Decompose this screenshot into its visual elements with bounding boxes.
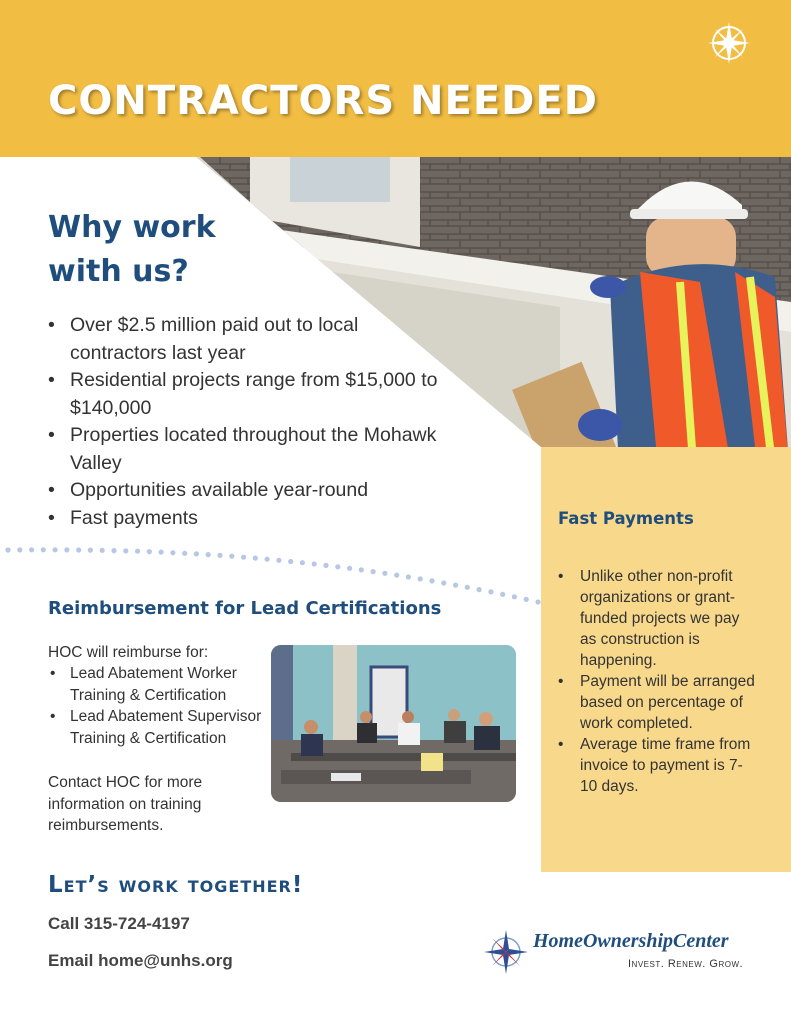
- list-item: • Properties located throughout the Mohawk Valley: [48, 422, 448, 477]
- phone-text: Call 315-724-4197: [48, 914, 190, 933]
- fast-payments-heading: Fast Payments: [558, 509, 694, 528]
- divider-dot: [64, 547, 69, 552]
- list-item: • Unlike other non-profit organizations or grant-funded projects we pay as construction is happening.: [558, 566, 758, 671]
- divider-dot: [17, 547, 22, 552]
- divider-dot: [347, 566, 352, 571]
- training-class-photo: [271, 645, 516, 802]
- divider-dot: [53, 547, 58, 552]
- divider-dot: [206, 552, 211, 557]
- reimbursement-contact: Contact HOC for more information on training reimbursements.: [48, 774, 203, 834]
- divider-dot: [418, 576, 423, 581]
- divider-dot: [441, 580, 446, 585]
- list-item: • Fast payments: [48, 505, 448, 533]
- divider-dot: [300, 560, 305, 565]
- divider-dot: [76, 547, 81, 552]
- email-text: Email home@unhs.org: [48, 951, 233, 970]
- divider-dot: [88, 548, 93, 553]
- reimbursement-heading: Reimbursement for Lead Certifications: [48, 598, 442, 619]
- divider-dot: [135, 549, 140, 554]
- divider-dot: [241, 555, 246, 560]
- divider-dot: [312, 561, 317, 566]
- page-title: CONTRACTORS NEEDED: [48, 78, 598, 124]
- divider-dot: [406, 574, 411, 579]
- divider-dot: [100, 548, 105, 553]
- divider-dot: [194, 551, 199, 556]
- divider-dot: [147, 549, 152, 554]
- fast-payments-list: [558, 566, 758, 797]
- divider-dot: [524, 597, 529, 602]
- list-item: • Average time frame from invoice to payment is 7-10 days.: [558, 734, 758, 797]
- divider-dot: [111, 548, 116, 553]
- logo-tagline: Invest. Renew. Grow.: [628, 958, 744, 970]
- compass-icon: [706, 20, 752, 66]
- why-work-heading: Why work with us?: [48, 210, 216, 289]
- divider-dot: [359, 567, 364, 572]
- divider-dot: [488, 589, 493, 594]
- why-work-list: [48, 312, 448, 532]
- divider-dot: [512, 594, 517, 599]
- list-item: • Lead Abatement Worker Training & Certification: [48, 663, 273, 706]
- divider-dot: [159, 550, 164, 555]
- header-banner: [0, 0, 791, 157]
- divider-dot: [500, 592, 505, 597]
- divider-dot: [182, 551, 187, 556]
- divider-dot: [429, 578, 434, 583]
- divider-dot: [217, 553, 222, 558]
- divider-dot: [123, 548, 128, 553]
- list-item: • Payment will be arranged based on percentage of work completed.: [558, 671, 758, 734]
- divider-dot: [276, 558, 281, 563]
- divider-dot: [41, 547, 46, 552]
- divider-dot: [335, 564, 340, 569]
- divider-dot: [229, 554, 234, 559]
- divider-dot: [288, 559, 293, 564]
- list-item: • Residential projects range from $15,000 to $140,000: [48, 367, 448, 422]
- divider-dot: [453, 583, 458, 588]
- divider-dot: [5, 547, 10, 552]
- divider-dot: [253, 556, 258, 561]
- divider-dot: [477, 587, 482, 592]
- divider-dot: [265, 557, 270, 562]
- divider-dot: [170, 550, 175, 555]
- divider-dot: [394, 573, 399, 578]
- reimbursement-intro: HOC will reimburse for:: [48, 644, 209, 661]
- divider-dot: [535, 599, 540, 604]
- reimbursement-list: [48, 663, 273, 749]
- list-item: • Over $2.5 million paid out to local contractors last year: [48, 312, 448, 367]
- divider-dot: [382, 571, 387, 576]
- list-item: • Opportunities available year-round: [48, 477, 448, 505]
- list-item: • Lead Abatement Supervisor Training & Certification: [48, 706, 273, 749]
- compass-icon: [482, 928, 530, 976]
- logo-wordmark: HomeOwnershipCenter: [533, 930, 729, 952]
- divider-dot: [323, 563, 328, 568]
- cta-heading: Let’s work together!: [48, 872, 304, 898]
- divider-dot: [465, 585, 470, 590]
- divider-dot: [371, 569, 376, 574]
- divider-dot: [29, 547, 34, 552]
